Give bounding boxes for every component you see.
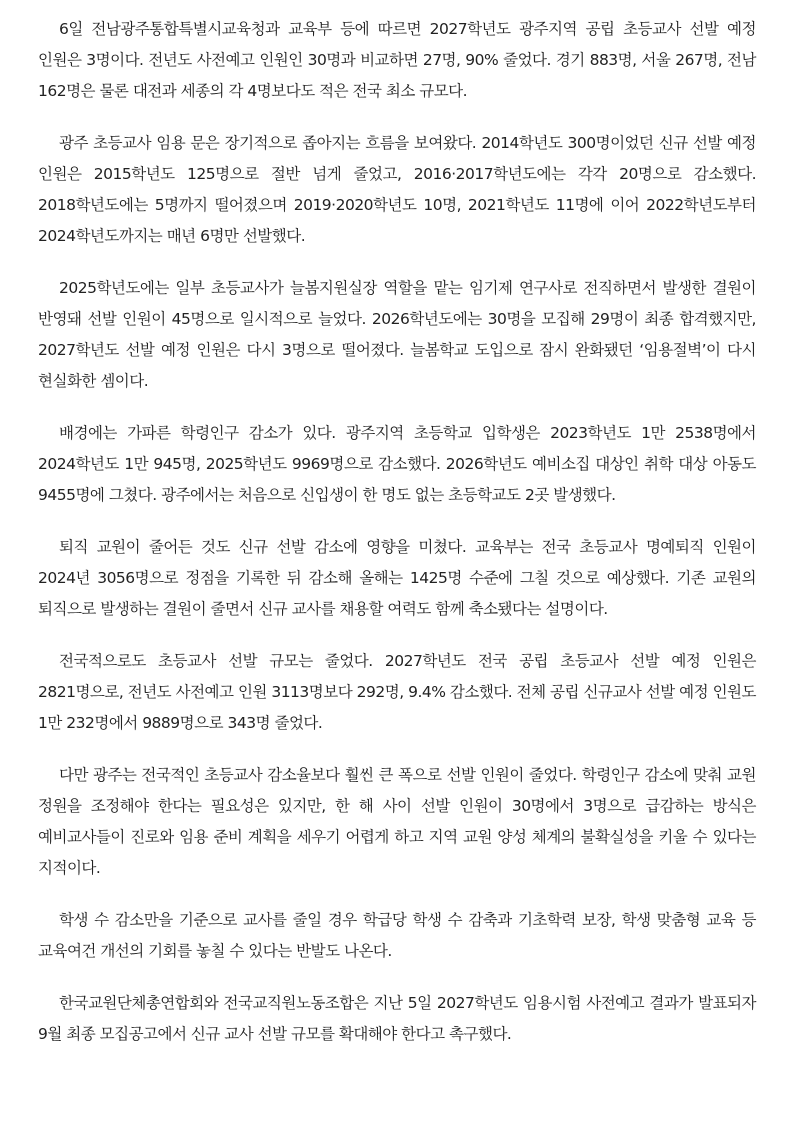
paragraph-2025-2027-change: 2025학년도에는 일부 초등교사가 늘봄지원실장 역할을 맡는 임기제 연구사로 전직하면서 발생한 결원이 반영돼 선발 인원이 45명으로 일시적으로 늘었다. 2026학년도에는 30명을 모집해 29명이 최종 합격했지만, 2027학년도 선발 예정 인원은 다시 3명으로 떨어졌다. 늘봄학교 도입으로 잠시 완화됐던 ‘임용절벽’이 다시 현실화한 셈이다. bbox=[38, 279, 756, 390]
paragraph-retirement-decline: 퇴직 교원이 줄어든 것도 신규 선발 감소에 영향을 미쳤다. 교육부는 전국 초등교사 명예퇴직 인원이 2024년 3056명으로 정점을 기록한 뒤 감소해 올해는 1425명 수준에 그칠 것으로 예상했다. 기존 교원의 퇴직으로 발생하는 결원이 줄면서 신규 교사를 채용할 여력도 함께 축소됐다는 설명이다. bbox=[38, 538, 756, 618]
paragraph-teacher-unions: 한국교원단체총연합회와 전국교직원노동조합은 지난 5일 2027학년도 임용시험 사전예고 결과가 발표되자 9월 최종 모집공고에서 신규 교사 선발 규모를 확대해야 한다고 촉구했다. bbox=[38, 994, 756, 1043]
paragraph-long-term-decline: 광주 초등교사 임용 문은 장기적으로 좁아지는 흐름을 보여왔다. 2014학년도 300명이었던 신규 선발 예정 인원은 2015학년도 125명으로 절반 넘게 줄었고, 2016·2017학년도에는 각각 20명으로 감소했다. 2018학년도에는 5명까지 떨어졌으며 2019·2020학년도 10명, 2021학년도 11명에 이어 2022학년도부터 2024학년도까지는 매년 6명만 선발했다. bbox=[38, 134, 756, 245]
paragraph-national-trend: 전국적으로도 초등교사 선발 규모는 줄었다. 2027학년도 전국 공립 초등교사 선발 예정 인원은 2821명으로, 전년도 사전예고 인원 3113명보다 292명, 9.4% 감소했다. 전체 공립 신규교사 선발 예정 인원도 1만 232명에서 9889명으로 343명 줄었다. bbox=[38, 652, 756, 732]
paragraph-gwangju-steep-drop: 다만 광주는 전국적인 초등교사 감소율보다 훨씬 큰 폭으로 선발 인원이 줄었다. 학령인구 감소에 맞춰 교원 정원을 조정해야 한다는 필요성은 있지만, 한 해 사이 선발 인원이 30명에서 3명으로 급감하는 방식은 예비교사들이 진로와 임용 준비 계획을 세우기 어렵게 하고 지역 교원 양성 체계의 불확실성을 키울 수 있다는 지적이다. bbox=[38, 766, 756, 877]
article-body bbox=[38, 14, 756, 1071]
paragraph-education-conditions: 학생 수 감소만을 기준으로 교사를 줄일 경우 학급당 학생 수 감축과 기초학력 보장, 학생 맞춤형 교육 등 교육여건 개선의 기회를 놓칠 수 있다는 반발도 나온다. bbox=[38, 911, 756, 960]
paragraph-school-age-population: 배경에는 가파른 학령인구 감소가 있다. 광주지역 초등학교 입학생은 2023학년도 1만 2538명에서 2024학년도 1만 945명, 2025학년도 9969명으로 감소했다. 2026학년도 예비소집 대상인 취학 대상 아동도 9455명에 그쳤다. 광주에서는 처음으로 신입생이 한 명도 없는 초등학교도 2곳 발생했다. bbox=[38, 424, 756, 504]
paragraph-gwangju-selection-3: 6일 전남광주통합특별시교육청과 교육부 등에 따르면 2027학년도 광주지역 공립 초등교사 선발 예정 인원은 3명이다. 전년도 사전예고 인원인 30명과 비교하면 27명, 90% 줄었다. 경기 883명, 서울 267명, 전남 162명은 물론 대전과 세종의 각 4명보다도 적은 전국 최소 규모다. bbox=[38, 20, 756, 100]
